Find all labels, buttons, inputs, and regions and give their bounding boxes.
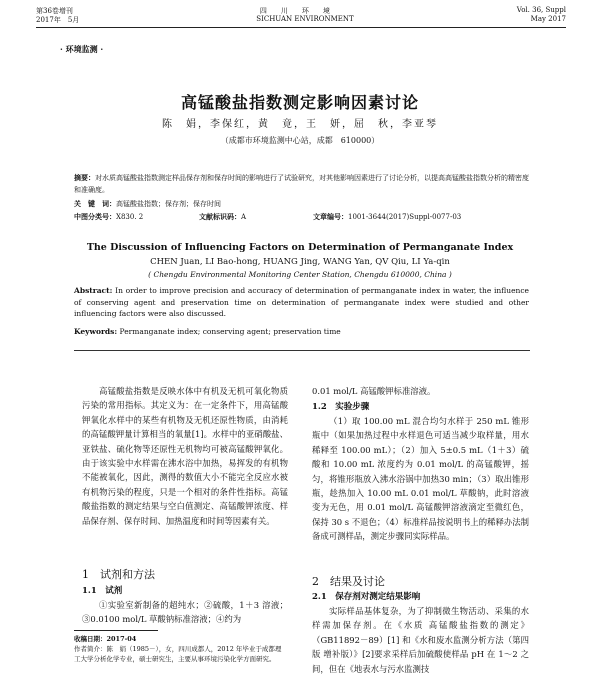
- abstract-cn: [74, 172, 529, 196]
- authors-en: CHEN Juan, LI Bao-hong, HUANG Jing, WANG Yan, QV Qiu, LI Ya-qin: [150, 257, 450, 267]
- doc-code-label: 文献标识码：: [199, 212, 241, 221]
- results-paragraph: 实际样品基体复杂，为了抑制微生物活动、采集的水样需加保存剂。在《水质 高锰酸盐指数的测定》（GB11892－89）[1] 和《水和废水监测分析方法（第四版 增补版）》[2]要求采样后加硫酸使样品 pH 在 1～2 之间，但在《地表水与污水监测技: [312, 606, 529, 674]
- journal-date-en: May 2017: [530, 15, 566, 23]
- journal-date: 2017年 5月: [36, 16, 80, 24]
- steps-paragraph: （1）取 100.00 mL 混合均匀水样于 250 mL 锥形瓶中（如果加热过程中水样退色可适当减少取样量，用水稀释至 100.00 mL）；（2）加入 5±0.5 mL（1＋3）硫酸和 10.00 mL 浓度约为 0.01 mol/L 的高锰酸钾，摇匀，将锥形瓶放入沸水浴锅中加热30 min；（3）取出锥形瓶，趁热加入 10.00 mL 0.01 mol/L 草酸钠，此时溶液变为无色，用 0.01 mol/L 高锰酸钾溶液滴定至微红色，保持 30 s 不退色；（4）标准样品按说明书上的稀释办法制备成可测样品，测定步骤同实际样品。: [312, 416, 529, 542]
- reagents-paragraph: ①实验室新制备的超纯水；②硫酸，1＋3 溶液；③0.0100 mol/L 草酸钠标准溶液；④约为: [82, 600, 288, 625]
- abstract-cn-text: 对水质高锰酸盐指数测定样品保存剂和保存时间的影响进行了试验研究，对其他影响因素进行了讨论分析，以提高高锰酸盐指数分析的精密度和准确度。: [74, 174, 529, 194]
- affiliation-cn: （成都市环境监测中心站，成都 610000）: [220, 136, 380, 145]
- clc-label: 中图分类号：: [74, 212, 116, 221]
- journal-name-en: SICHUAN ENVIRONMENT: [256, 15, 354, 23]
- keywords-en: [74, 327, 341, 336]
- article-id-value: 1001-3644(2017)Suppl-0077-03: [348, 213, 462, 221]
- paper-title-cn: 高锰酸盐指数测定影响因素讨论: [180, 93, 419, 112]
- heading-reagents: 1.1 试剂: [82, 586, 123, 596]
- keywords-cn-text: 高锰酸盐指数；保存剂；保存时间: [116, 200, 221, 208]
- article-id-label: 文章编号：: [313, 212, 348, 221]
- keywords-cn-label: 关 键 词：: [74, 199, 116, 208]
- section-label: · 环境监测 ·: [60, 44, 104, 54]
- journal-name-cn: 四 川 环 境: [259, 7, 330, 15]
- affiliation-en: ( Chengdu Environmental Monitoring Center Station, Chengdu 610000, China ): [148, 270, 452, 279]
- footnote-rule: [74, 630, 158, 631]
- heading-conserving-agent: 2.1 保存剂对测定结果影响: [312, 592, 421, 602]
- paper-title-en: The Discussion of Influencing Factors on Determination of Permanganate Index: [86, 242, 514, 253]
- abstract-en: [74, 285, 529, 320]
- intro-paragraph: 高锰酸盐指数是反映水体中有机及无机可氧化物质污染的常用指标。其定义为：在一定条件下，用高锰酸钾氧化水样中的某些有机物及无机还原性物质，由消耗的高锰酸钾量计算相当的氧量[1]。水样中的亚硝酸盐、亚铁盐、硫化物等还原性无机物均可被高锰酸钾氧化。由于该实验中水样需在沸水浴中加热，易挥发的有机物不能被氧化，因此，测得的数值大小不能完全反应水被有机物污染的程度，只是一个相对的条件性指标。高锰酸盐指数的测定结果与空白值测定、高锰酸钾浓度、样品保存剂、保存时间、加热温度和时间等因素有关。: [82, 386, 288, 526]
- abstract-en-label: Abstract:: [74, 286, 113, 295]
- abstract-divider: [74, 350, 530, 351]
- header-rule: [36, 27, 566, 28]
- heading-steps: 1.2 实验步骤: [312, 402, 370, 412]
- clc-value: X830. 2: [116, 213, 144, 221]
- keywords-en-label: Keywords:: [74, 327, 118, 336]
- authors-cn: 陈 娟，李保红，黄 竟，王 妍，屈 秋，李亚琴: [162, 119, 438, 130]
- classification-line: [74, 211, 529, 223]
- heading-results: 2 结果及讨论: [312, 575, 385, 588]
- doc-code-value: A: [241, 213, 247, 221]
- footnote-received: 收稿日期：2017-04: [74, 635, 137, 643]
- reagents-continued: 0.01 mol/L 高锰酸钾标准溶液。: [312, 386, 436, 396]
- keywords-cn: [74, 198, 529, 210]
- journal-volume: 第36卷增刊: [36, 7, 73, 15]
- heading-methods: 1 试剂和方法: [82, 568, 155, 581]
- footnote-author-bio: 作者简介：陈 娟（1985－），女，四川成都人，2012 年毕业于成都理工大学分析化学专业，硕士研究生，主要从事环境污染化学方面研究。: [74, 645, 282, 663]
- running-header-bottom: [36, 15, 566, 25]
- abstract-en-text: In order to improve precision and accuracy of determination of permanganate index in water, the influence of conserving agent and preservation time on determination of permanganate index were studied and other influencing factors were also discussed.: [74, 286, 529, 318]
- journal-volume-en: Vol. 36, Suppl: [516, 6, 566, 14]
- keywords-en-text: Permanganate index; conserving agent; preservation time: [119, 327, 341, 336]
- abstract-cn-label: 摘要：: [74, 173, 95, 182]
- footnote: [74, 634, 284, 664]
